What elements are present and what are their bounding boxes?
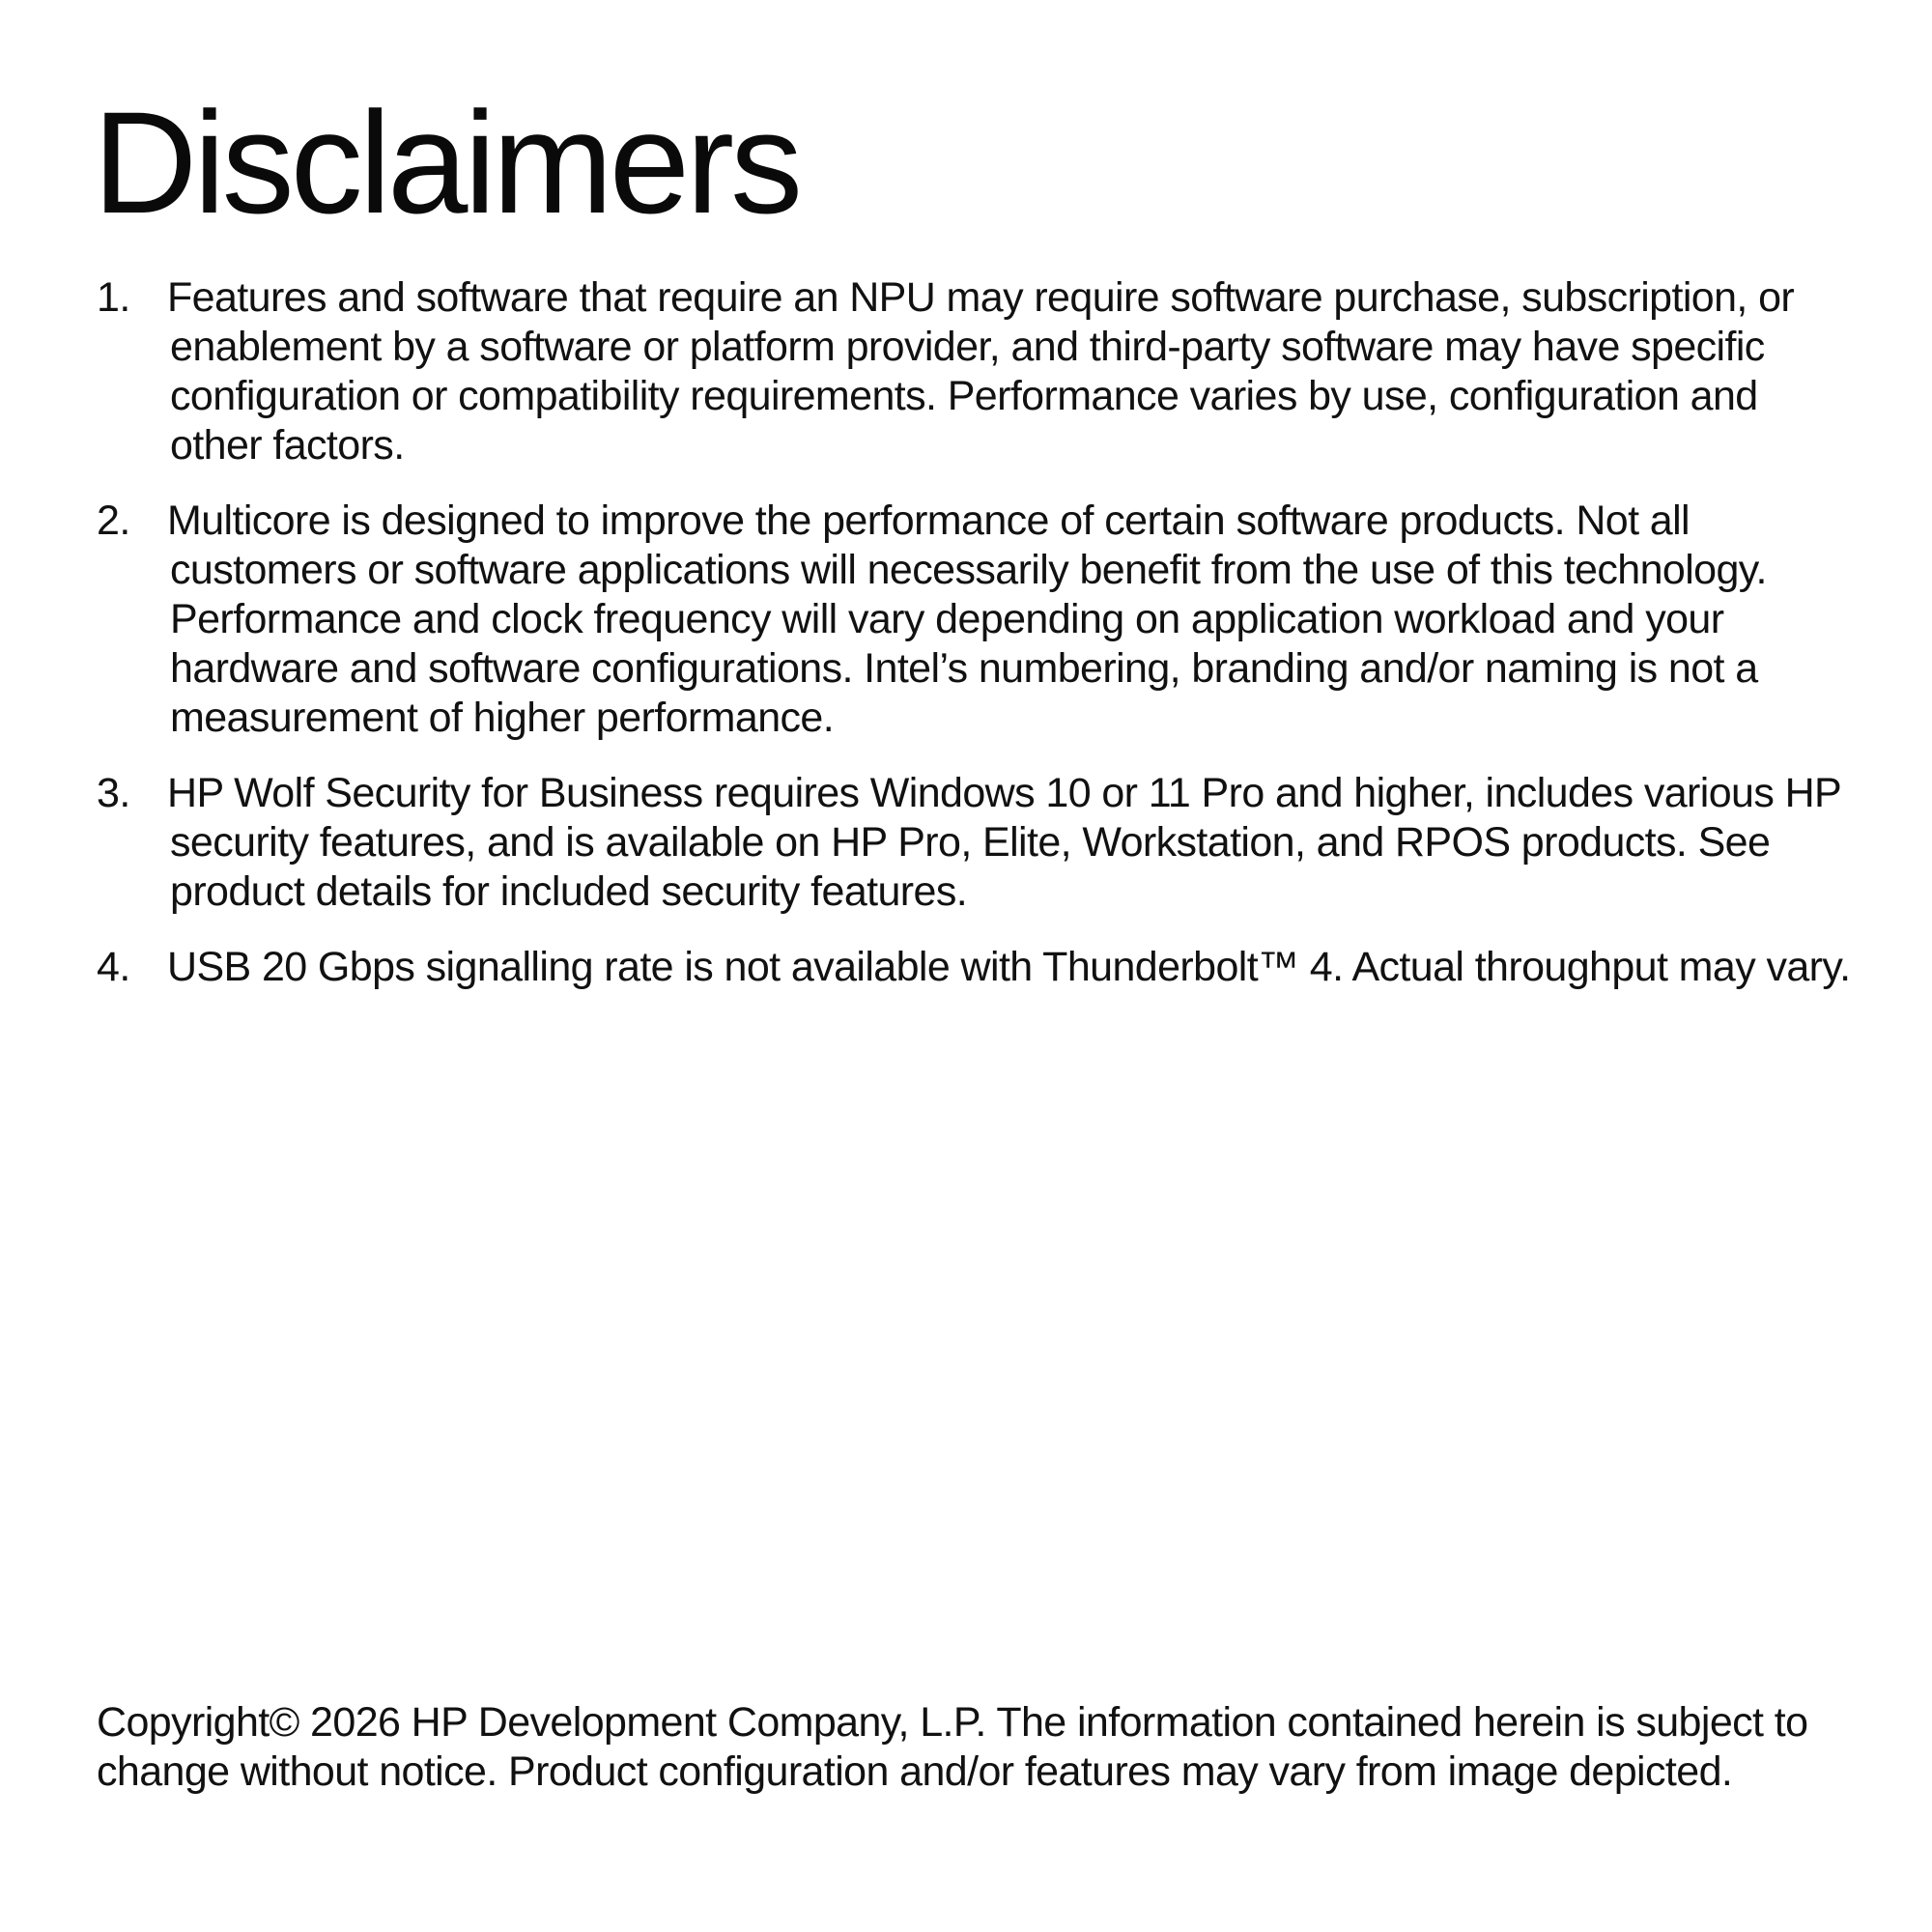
disclaimer-item-3 [97, 769, 1855, 917]
item-number: 1. [97, 274, 130, 321]
disclaimer-item-2 [97, 497, 1855, 743]
item-text: Multicore is designed to improve the performance of certain software products. Not all customers or software applications will necessarily benefit from the use of this technology. Performance and clock frequency will vary depending on application workload and your hardware and software configurations. Intel’s numbering, branding and/or naming is not a measurement of higher performance. [167, 497, 1767, 741]
item-text: HP Wolf Security for Business requires Windows 10 or 11 Pro and higher, includes various HP security features, and is available on HP Pro, Elite, Workstation, and RPOS products. See product details for included security features. [167, 770, 1841, 915]
item-number: 4. [97, 944, 130, 990]
disclaimer-list [97, 273, 1855, 1018]
item-number: 3. [97, 770, 130, 816]
page-title: Disclaimers [93, 81, 800, 243]
item-text: USB 20 Gbps signalling rate is not available with Thunderbolt™ 4. Actual throughput may vary. [167, 944, 1851, 990]
copyright-notice: Copyright© 2026 HP Development Company, L.P. The information contained herein is subject to change without notice. Product configuration and/or features may vary from image depicted. [97, 1699, 1808, 1795]
item-number: 2. [97, 497, 130, 544]
disclaimer-item-4 [97, 943, 1855, 992]
item-text: Features and software that require an NPU may require software purchase, subscription, or enablement by a software or platform provider, and third-party software may have specific configuration or compatibility requirements. Performance varies by use, configuration and other factors. [167, 274, 1795, 469]
disclaimer-item-1 [97, 273, 1855, 470]
